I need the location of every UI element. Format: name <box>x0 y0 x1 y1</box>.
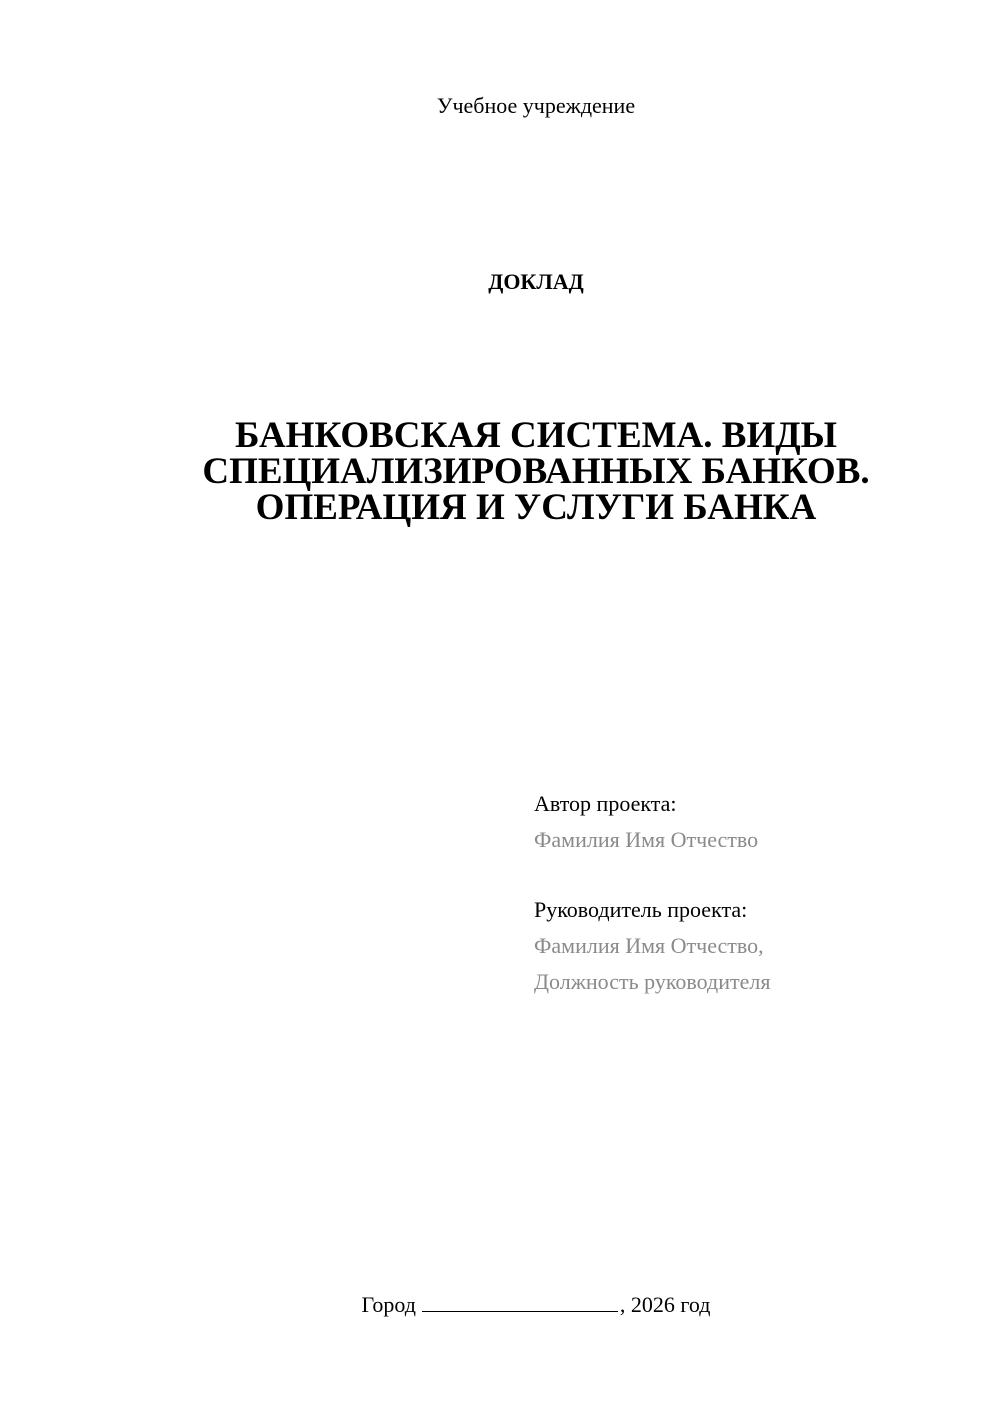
document-title <box>100 415 972 528</box>
author-name: Фамилия Имя Отчество <box>534 827 759 852</box>
institution-name: Учебное учреждение <box>436 93 636 118</box>
supervisor-name: Фамилия Имя Отчество, <box>534 933 764 958</box>
city-year-line <box>0 1290 1000 1320</box>
project-info <box>534 786 974 1000</box>
supervisor-position: Должность руководителя <box>534 969 771 994</box>
city-label: Город <box>361 1292 416 1317</box>
document-type: ДОКЛАД <box>488 269 584 294</box>
title-line-1: БАНКОВСКАЯ СИСТЕМА. ВИДЫ <box>234 415 838 456</box>
info-spacer <box>534 858 974 892</box>
title-line-3: ОПЕРАЦИЯ И УСЛУГИ БАНКА <box>255 487 817 528</box>
supervisor-label: Руководитель проекта: <box>534 897 748 922</box>
year-text: , 2026 год <box>619 1292 711 1317</box>
city-blank-line <box>422 1291 618 1312</box>
title-line-2: СПЕЦИАЛИЗИРОВАННЫХ БАНКОВ. <box>202 451 870 492</box>
author-label: Автор проекта: <box>534 791 677 816</box>
